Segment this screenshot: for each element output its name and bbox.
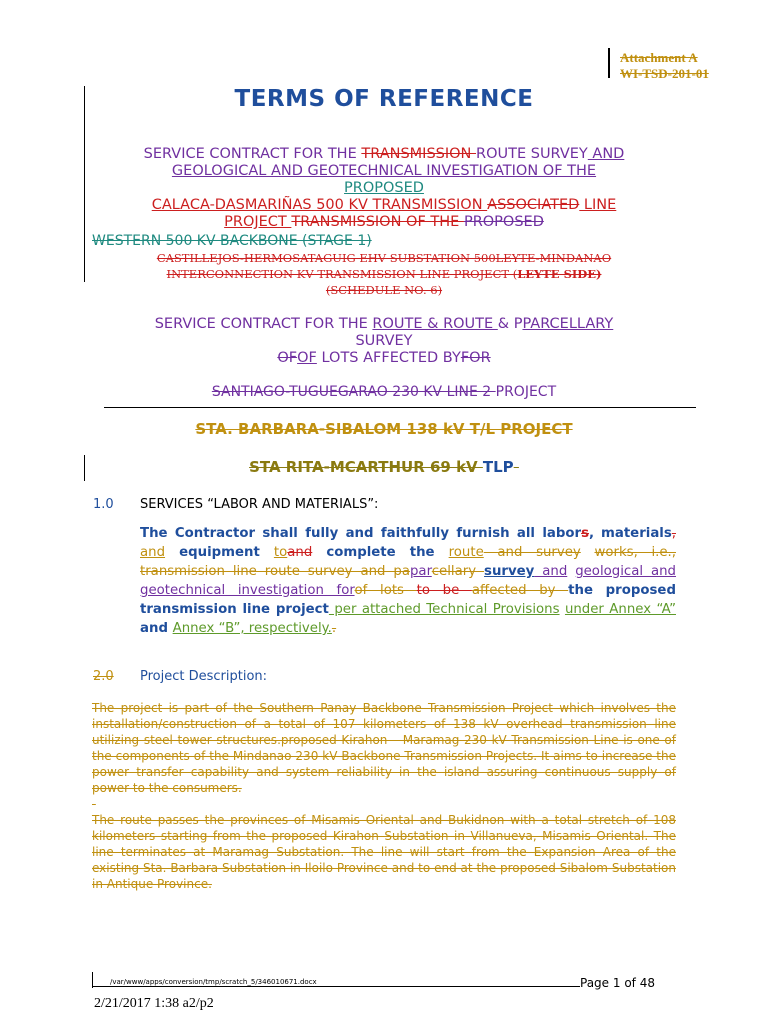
- inserted-text: Annex “B”, respectively: [172, 621, 328, 636]
- heading2-line-4: [0, 384, 768, 401]
- body-text: the: [568, 583, 593, 598]
- inserted-text: and: [140, 545, 166, 560]
- deleted-text: PROPOSED: [463, 214, 544, 230]
- deleted-text: affected by: [471, 583, 569, 598]
- attachment-doc-code: WI-TSD-201-01: [620, 66, 709, 81]
- deleted-text: SANTIAGO-TUGUEGARAO 230 KV LINE 2: [211, 384, 496, 400]
- inserted-text: per attached Technical Provisions: [328, 602, 560, 617]
- section-1-number: 1.0: [93, 497, 114, 512]
- deleted-text: ,: [671, 526, 676, 541]
- heading-line-7: CASTILLEJOS-HERMOSATAGUIG EHV SUBSTATION 500LEYTE-MINDANAO: [156, 251, 612, 265]
- deleted-text: cellary: [431, 564, 485, 579]
- heading-line-2: GEOLOGICAL AND GEOTECHNICAL INVESTIGATION OF THE: [171, 163, 597, 179]
- heading-line-3: PROPOSED: [344, 180, 424, 196]
- inserted-text: .: [327, 621, 332, 636]
- inserted-text: survey: [484, 564, 535, 579]
- deleted-text: and survey: [483, 545, 581, 560]
- body-text: complete the: [312, 545, 449, 560]
- document-title: TERMS OF REFERENCE: [234, 86, 534, 112]
- deleted-text: s: [581, 526, 589, 541]
- heading-line-5: [0, 214, 768, 231]
- body-text: The Contractor shall fully and faithfully furnish all labor: [140, 526, 582, 541]
- project-title-1: STA. BARBARA-SIBALOM 138 kV T/L PROJECT: [195, 420, 573, 438]
- heading-line-8: [0, 266, 768, 282]
- heading2-line-1: [0, 316, 768, 333]
- section-2-title: Project Description:: [140, 669, 268, 684]
- page-number: Page 1 of 48: [580, 976, 655, 990]
- heading-line-9: (SCHEDULE NO. 6): [325, 283, 443, 297]
- deleted-text: TRANSMISSION OF THE: [291, 214, 464, 230]
- inserted-text: ROUTE & ROUTE: [372, 316, 498, 332]
- section-2-number: 2.0: [93, 669, 114, 684]
- heading-text: SERVICE CONTRACT FOR THE: [154, 316, 373, 332]
- project-description-paragraph-2: The route passes the provinces of Misamis Oriental and Bukidnon with a total stretch of 108 kilometers starting from the proposed Kirahon Substation in Villanueva, Misamis Oriental. The line terminates at Maramag Substation. The line will start from the Expansion Area of the existing Sta. Barbara Substation in Iloilo Province and to end at the proposed Sibalom Substation in Antique Province.: [92, 813, 676, 891]
- body-text: ,: [589, 526, 595, 541]
- inserted-text: under Annex “A”: [564, 602, 676, 617]
- body-text: proposed transmission line project: [140, 583, 676, 617]
- section-1-paragraph: [140, 524, 676, 638]
- deleted-text: STA RITA-MCARTHUR 69 kV: [249, 458, 483, 476]
- footer-date: 2/21/2017 1:38 a2/p2: [94, 996, 214, 1011]
- deleted-text: works, i.e., transmission line route survey and pa: [140, 545, 676, 579]
- inserted-text: AND: [587, 146, 625, 162]
- heading2-line-2: SURVEY: [355, 333, 413, 349]
- deleted-text: .: [331, 621, 337, 636]
- inserted-text: geological and geotechnical investigation for: [140, 564, 676, 598]
- deleted-text: TRANSMISSION: [361, 146, 477, 162]
- body-text: equipment: [165, 545, 274, 560]
- deleted-text: of lots: [354, 583, 417, 598]
- deleted-text: OF: [277, 350, 298, 366]
- footer-rule: [92, 986, 580, 987]
- footer-file-path: /var/www/apps/conversion/tmp/scratch_5/346010671.docx: [110, 978, 317, 986]
- inserted-text: route: [448, 545, 484, 560]
- heading-text: TLP: [482, 458, 514, 476]
- body-text: and: [140, 621, 173, 636]
- deleted-text: and: [287, 545, 313, 560]
- heading-line-6: WESTERN 500 KV BACKBONE (STAGE 1): [92, 233, 372, 249]
- inserted-text: to: [273, 545, 288, 560]
- section-1-title: SERVICES “LABOR AND MATERIALS”:: [140, 497, 379, 512]
- heading-line-1: [0, 146, 768, 163]
- deleted-text: LEYTE SIDE): [517, 267, 602, 281]
- deleted-text: ASSOCIATED: [487, 197, 580, 213]
- heading-text: ROUTE SURVEY: [476, 146, 588, 162]
- attachment-label: [620, 50, 709, 82]
- heading-text: LOTS AFFECTED BY: [316, 350, 461, 366]
- project-description-paragraph-1: The project is part of the Southern Panay Backbone Transmission Project which involves the installation/construction of a total of 107 kilometers of 138 kV overhead transmission line utilizing steel tower structures.proposed Kirahon – Maramag 230 kV Transmission Line is one of the components of the Mindanao 230 kV Backbone Transmission Projects. It aims to increase the power transfer capability and system reliability in the island assuring continuous supply of power to the consumers.: [92, 701, 676, 795]
- heading-text: PROJECT: [495, 384, 557, 400]
- separator-rule: [104, 407, 696, 408]
- deleted-text: INTERCONNECTION KV TRANSMISSION LINE PROJECT (: [166, 267, 518, 281]
- inserted-text: OF: [297, 350, 317, 366]
- inserted-text: par: [409, 564, 432, 579]
- inserted-text: PARCELLARY: [522, 316, 614, 332]
- body-text: materials: [601, 526, 672, 541]
- attachment-line-1: Attachment A: [620, 50, 698, 65]
- section-2-paragraph: [92, 700, 676, 892]
- heading-text: & P: [497, 316, 523, 332]
- attachment-margin-bar: [608, 48, 610, 78]
- heading-line-4: [0, 197, 768, 214]
- heading-text: CALACA-DASMARIÑAS 500 KV TRANSMISSION: [151, 197, 488, 213]
- deleted-text: to be: [416, 583, 472, 598]
- inserted-text: and: [534, 564, 568, 579]
- heading-text: SERVICE CONTRACT FOR THE: [143, 146, 362, 162]
- project-title-2: [0, 458, 768, 476]
- heading2-line-3: [0, 350, 768, 367]
- heading-text: PROJECT: [224, 214, 292, 230]
- deleted-text: FOR: [460, 350, 491, 366]
- blank-line: [92, 796, 676, 812]
- heading-text: LINE: [579, 197, 617, 213]
